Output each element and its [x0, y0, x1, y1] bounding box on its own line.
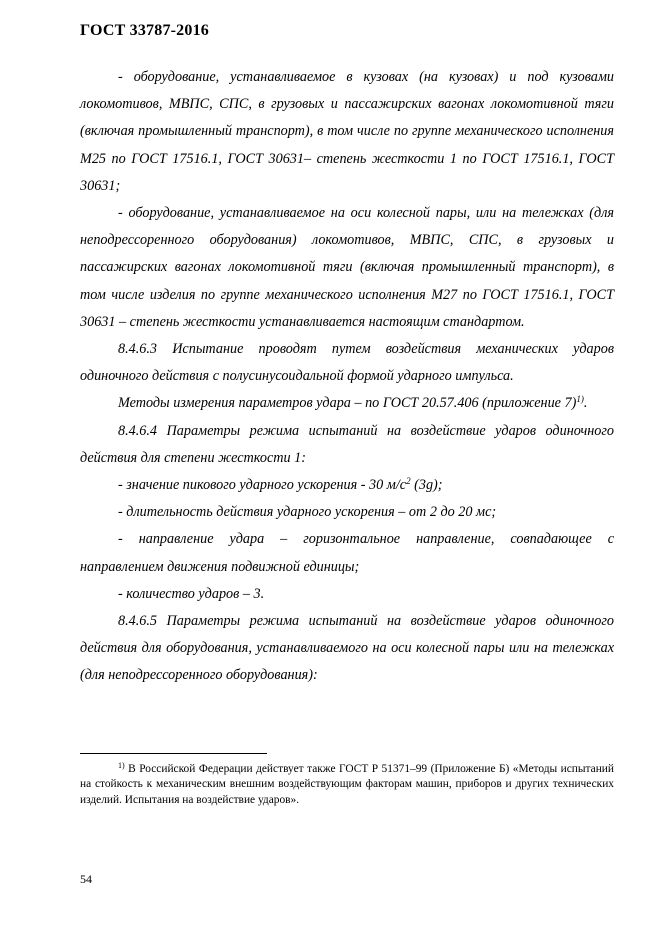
footnote-text: В Российской Федерации действует также ГОСТ Р 51371–99 (Приложение Б) «Методы испытаний на стойкость к механическим внешним воздействующим факторам машин, приборов и других технических изделий. Испытания на воздействие ударов». [80, 763, 614, 806]
page-number: 54 [80, 872, 92, 886]
footnote-reference: 1) [576, 394, 584, 405]
list-item: - длительность действия ударного ускорения – от 2 до 20 мс; [118, 504, 497, 521]
superscript: 2 [406, 476, 411, 487]
document-header: ГОСТ 33787-2016 [80, 22, 209, 39]
list-item: - направление удара – горизонтальное направление, совпадающее с направлением движения подвижной единицы; [80, 531, 614, 575]
paragraph: 8.4.6.5 Параметры режима испытаний на воздействие ударов одиночного действия для оборудования, устанавливаемого на оси колесной пары или на тележках (для неподрессоренного оборудования): [80, 613, 614, 684]
footnote-divider [80, 753, 267, 754]
paragraph: 8.4.6.3 Испытание проводят путем воздействия механических ударов одиночного действия с полусинусоидальной формой ударного импульса. [80, 341, 614, 385]
document-body [80, 64, 614, 690]
list-item [80, 472, 614, 499]
accel-text: - значение пикового ударного ускорения - 30 м/с [118, 477, 407, 494]
paragraph: - оборудование, устанавливаемое на оси колесной пары, или на тележках (для неподрессоренного оборудования) локомотивов, МВПС, СПС, в грузовых и пассажирских вагонах локомотивной тяги (включая промышленный транспорт), в том числе изделия по группе механического исполнения М27 по ГОСТ 17516.1, ГОСТ 30631 – степень жесткости устанавливается настоящим стандартом. [80, 205, 614, 330]
methods-paragraph [80, 390, 614, 417]
paragraph: 8.4.6.4 Параметры режима испытаний на воздействие ударов одиночного действия для степени жесткости 1: [80, 422, 614, 466]
footnote [80, 762, 614, 808]
list-item: - количество ударов – 3. [118, 585, 265, 602]
methods-text: Методы измерения параметров удара – по ГОСТ 20.57.406 (приложение 7) [118, 395, 577, 412]
footnote-mark: 1) [118, 761, 125, 770]
methods-end: . [583, 395, 588, 412]
paragraph: - оборудование, устанавливаемое в кузовах (на кузовах) и под кузовами локомотивов, МВПС, СПС, в грузовых и пассажирских вагонах локомотивной тяги (включая промышленный транспорт), в том числе по группе механического исполнения М25 по ГОСТ 17516.1, ГОСТ 30631– степень жесткости 1 по ГОСТ 17516.1, ГОСТ 30631; [80, 69, 614, 194]
accel-text-end: (3g); [410, 477, 443, 494]
